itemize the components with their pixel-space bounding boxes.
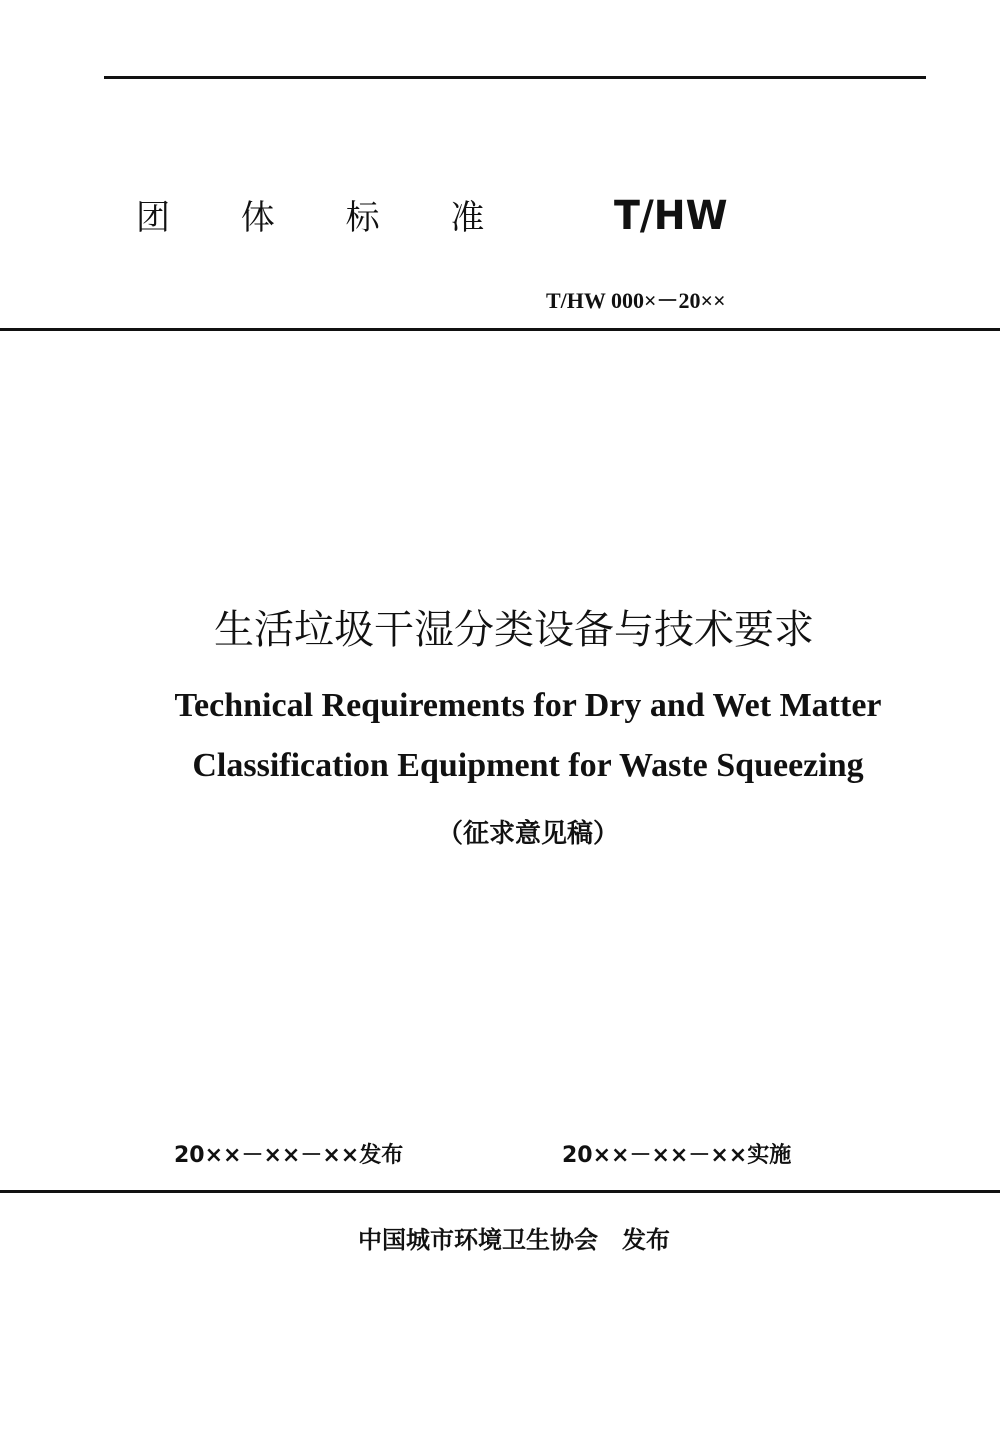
- standard-code-label: T/HW: [614, 193, 728, 239]
- publish-date: 20××－××－××发布: [174, 1143, 404, 1168]
- header-rule: [0, 328, 1000, 331]
- document-category: 团 体 标 准: [136, 198, 515, 238]
- implement-date: 20××－××－××实施: [562, 1143, 792, 1168]
- title-chinese: 生活垃圾干湿分类设备与技术要求: [214, 607, 814, 653]
- footer-rule: [0, 1190, 1000, 1193]
- draft-status: （征求意见稿）: [436, 819, 619, 849]
- top-rule: [104, 76, 926, 79]
- title-english-line-2: Classification Equipment for Waste Squeezing: [192, 747, 864, 784]
- publisher: 中国城市环境卫生协会 发布: [358, 1226, 670, 1254]
- standard-number: T/HW 000×－20××: [546, 288, 726, 313]
- title-english-line-1: Technical Requirements for Dry and Wet Matter: [174, 687, 882, 724]
